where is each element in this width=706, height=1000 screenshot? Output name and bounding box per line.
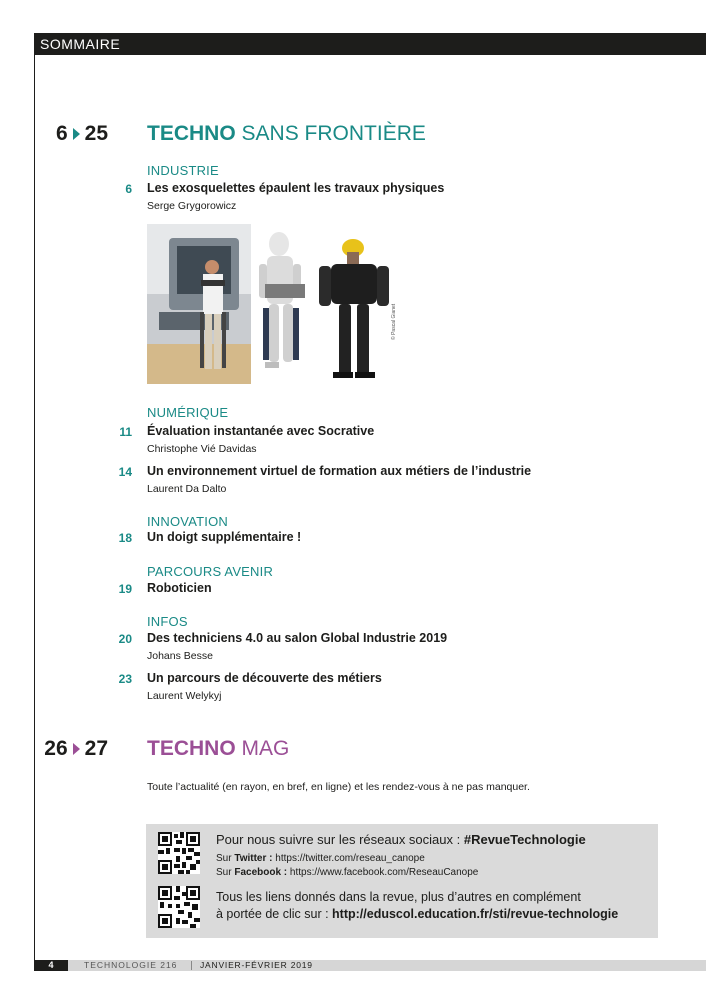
section-heading-techno-mag	[40, 737, 680, 769]
page-number: 4	[34, 960, 68, 971]
header-bar	[34, 33, 706, 55]
hashtag[interactable]: #RevueTechnologie	[463, 832, 586, 847]
article-page: 18	[118, 531, 132, 545]
section-title: TECHNO SANS FRONTIÈRE	[147, 122, 426, 145]
photo-credit: © Pascal Gianet	[391, 303, 397, 340]
category-numerique: NUMÉRIQUE	[147, 405, 229, 420]
article-author: Johans Besse	[147, 650, 213, 662]
article-author: Laurent Welykyj	[147, 690, 222, 702]
section-page-range: 6 25	[55, 122, 108, 145]
article-title[interactable]: Un doigt supplémentaire !	[147, 530, 302, 544]
footer-divider	[191, 961, 192, 970]
header-label: SOMMAIRE	[40, 36, 121, 52]
techno-mag-description: Toute l’actualité (en rayon, en bref, en ligne) et les rendez-vous à ne pas manquer.	[147, 781, 530, 793]
article-page: 14	[118, 465, 132, 479]
category-industrie: INDUSTRIE	[147, 163, 219, 178]
issue-date: JANVIER-FÉVRIER 2019	[200, 960, 313, 970]
category-innovation: INNOVATION	[147, 514, 228, 529]
article-page: 20	[118, 632, 132, 646]
category-infos: INFOS	[147, 614, 188, 629]
arrow-right-icon	[73, 743, 80, 755]
qr-code-icon[interactable]	[158, 886, 200, 928]
facebook-link[interactable]: https://www.facebook.com/ReseauCanope	[287, 867, 479, 878]
facebook-line[interactable]: Sur Facebook : https://www.facebook.com/ReseauCanope	[216, 867, 479, 878]
twitter-line[interactable]: Sur Twitter : https://twitter.com/reseau_canope	[216, 853, 425, 864]
article-title[interactable]: Des techniciens 4.0 au salon Global Industrie 2019	[147, 631, 448, 645]
category-parcours-avenir: PARCOURS AVENIR	[147, 564, 274, 579]
article-title[interactable]: Roboticien	[147, 581, 212, 595]
twitter-link[interactable]: https://twitter.com/reseau_canope	[272, 853, 425, 864]
article-page: 19	[118, 582, 132, 596]
exoskeleton-illustration	[147, 224, 397, 384]
social-links-box	[146, 824, 658, 938]
article-title[interactable]: Évaluation instantanée avec Socrative	[147, 424, 375, 438]
page-footer	[34, 960, 706, 971]
arrow-right-icon	[73, 128, 80, 140]
qr-code-icon[interactable]	[158, 832, 200, 874]
article-title[interactable]: Un environnement virtuel de formation aux métiers de l’industrie	[147, 464, 532, 478]
article-page: 11	[119, 425, 132, 439]
section-title: TECHNO MAG	[147, 737, 290, 760]
revue-url-link[interactable]: http://eduscol.education.fr/sti/revue-technologie	[332, 907, 619, 921]
links-line-1: Tous les liens donnés dans la revue, plus d’autres en complément	[216, 890, 581, 904]
article-title[interactable]: Un parcours de découverte des métiers	[147, 671, 382, 685]
article-page: 23	[118, 672, 132, 686]
links-line-2: à portée de clic sur : http://eduscol.education.fr/sti/revue-technologie	[216, 907, 619, 921]
left-rule	[34, 55, 35, 960]
article-author: Christophe Vié Davidas	[147, 443, 257, 455]
article-author: Laurent Da Dalto	[147, 483, 227, 495]
social-lead-line: Pour nous suivre sur les réseaux sociaux : #RevueTechnologie	[216, 832, 586, 847]
article-title[interactable]: Les exosquelettes épaulent les travaux physiques	[147, 181, 445, 195]
exoskeleton-photo	[147, 224, 397, 384]
magazine-name: TECHNOLOGIE 216	[84, 960, 178, 970]
section-page-range: 26 27	[44, 737, 108, 760]
section-heading-techno-sans-frontiere	[40, 122, 680, 154]
article-page: 6	[125, 182, 132, 196]
article-author: Serge Grygorowicz	[147, 200, 237, 212]
